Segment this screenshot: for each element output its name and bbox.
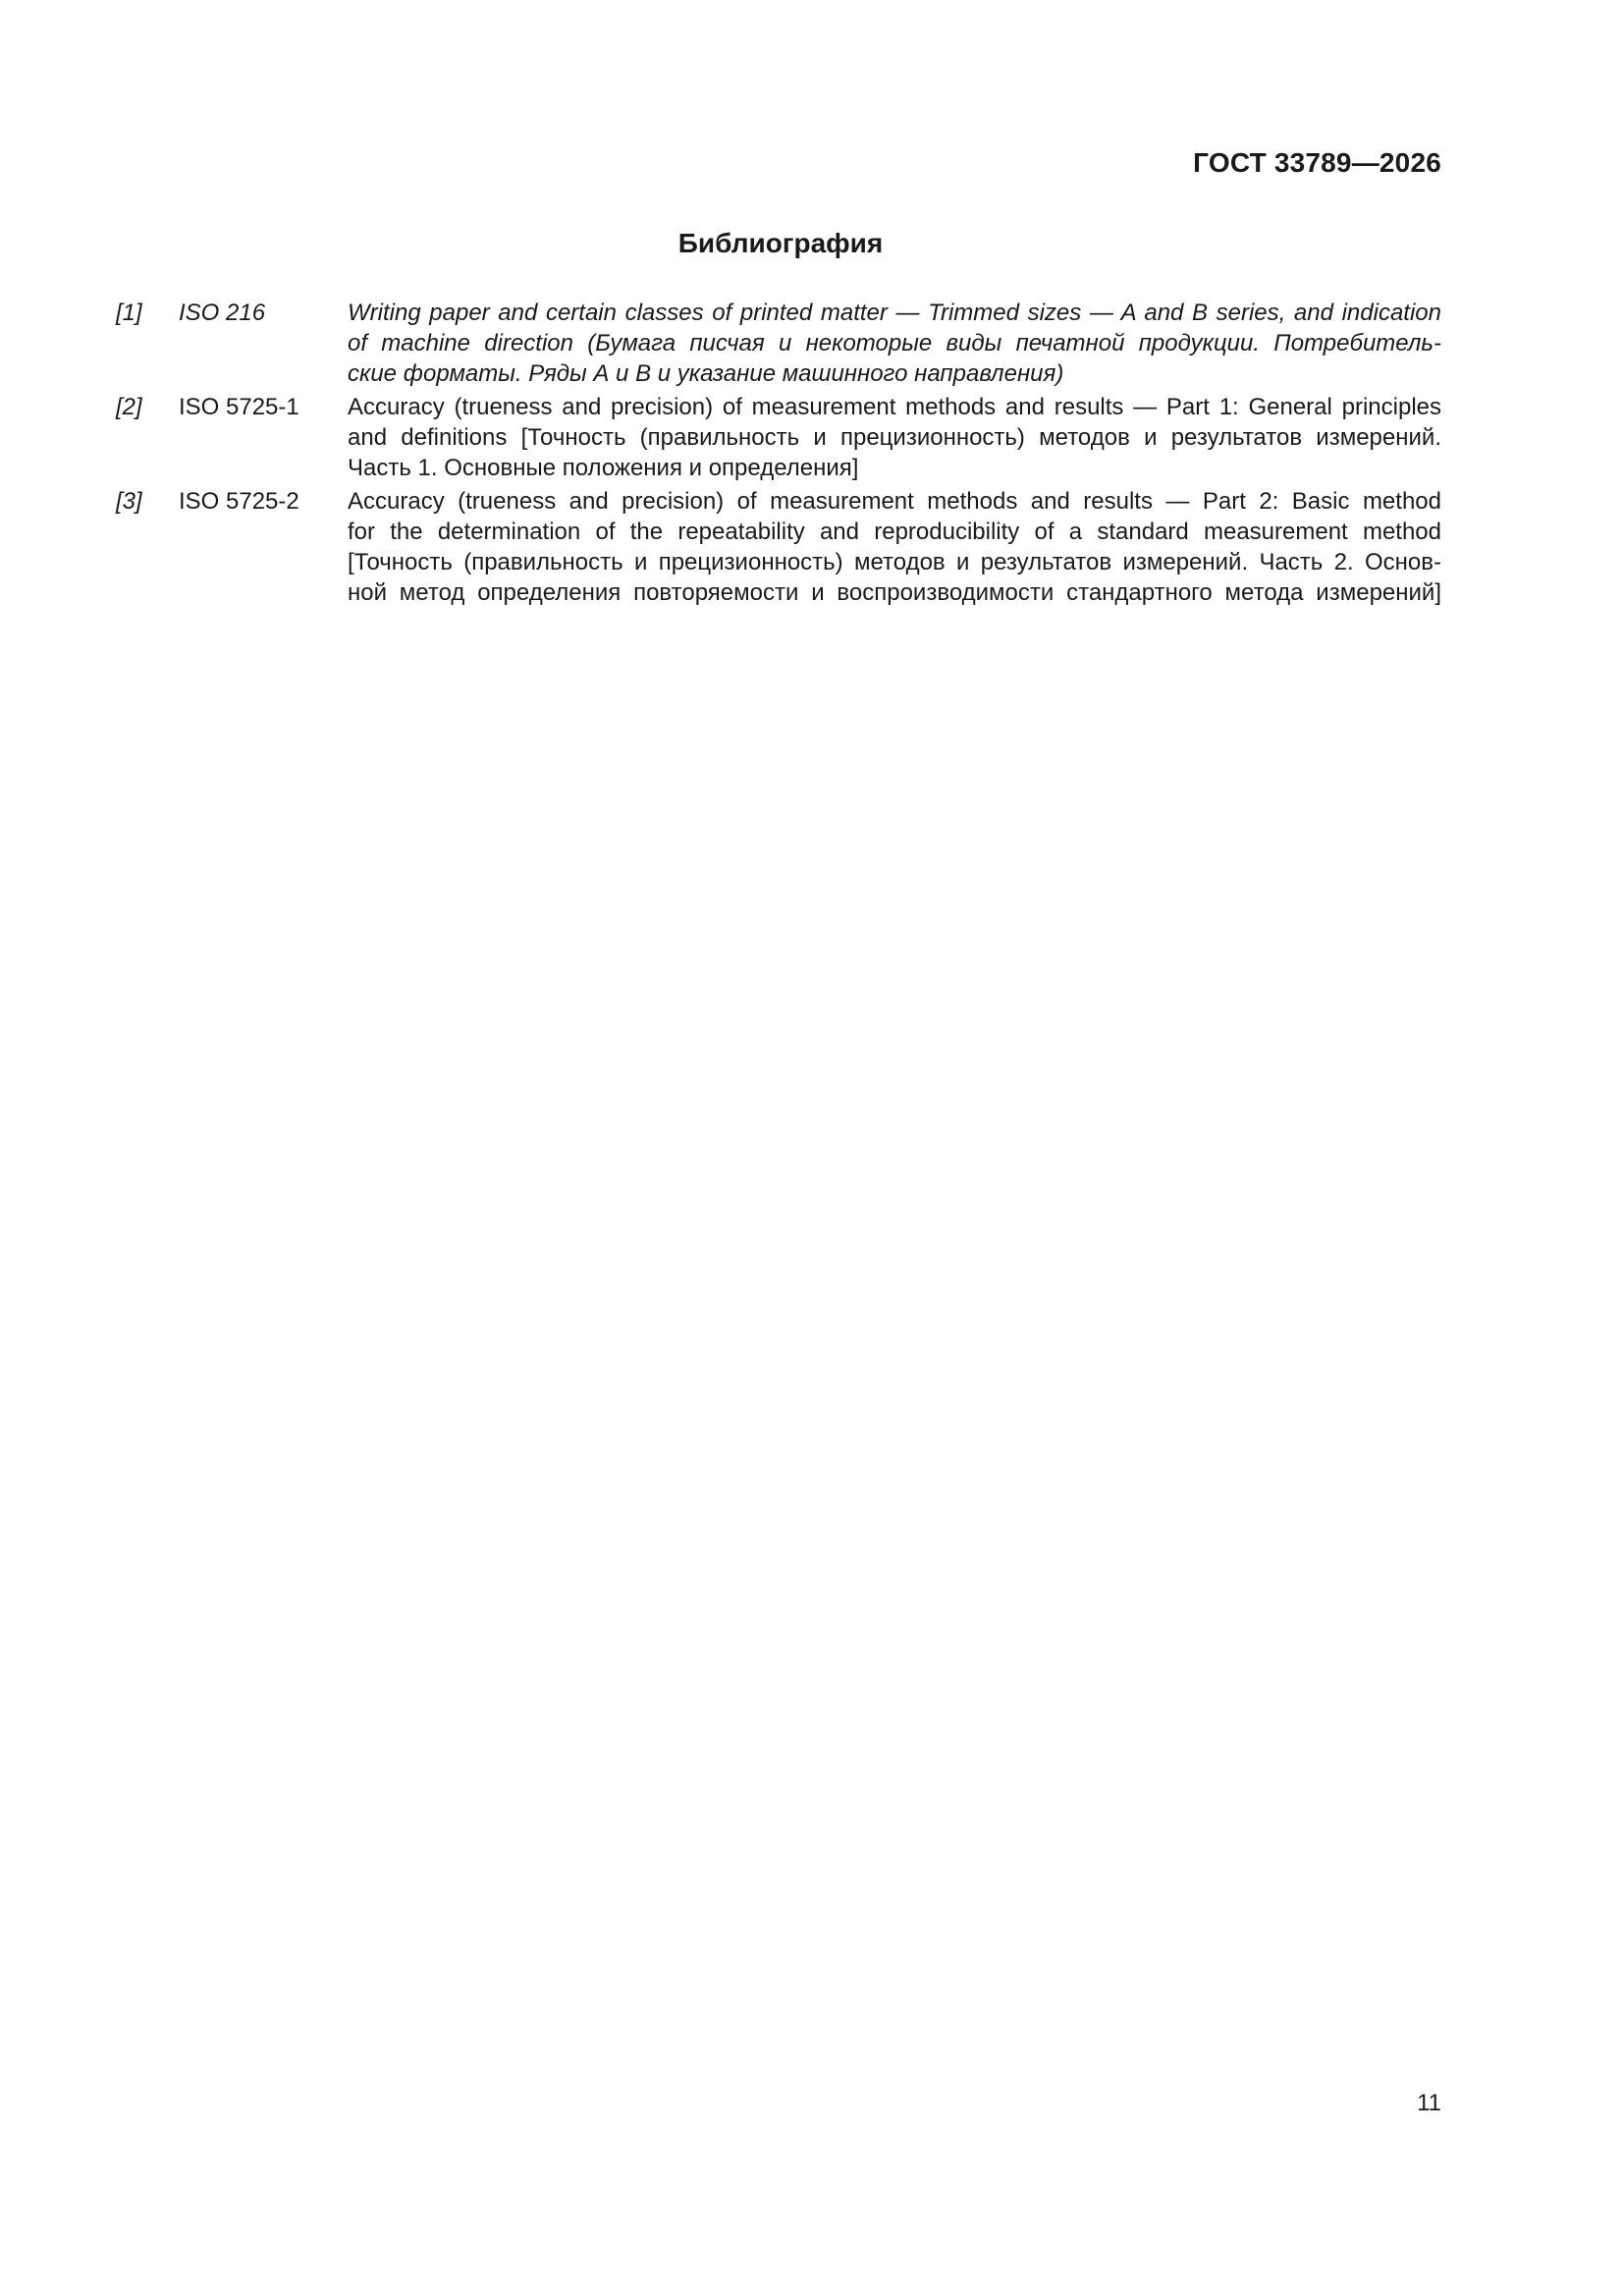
entry-line: for the determination of the repeatability and reproducibility of a standard measurement method (348, 519, 1441, 545)
bibliography-entry (116, 392, 1441, 483)
bibliography-entry (116, 298, 1441, 389)
bibliography-list (116, 298, 1441, 611)
entry-line: Часть 1. Основные положения и определения] (348, 455, 859, 481)
entry-line: Accuracy (trueness and precision) of measurement methods and results — Part 1: General principles (348, 394, 1441, 420)
entry-standard-code: ISO 5725-1 (179, 394, 299, 420)
entry-line: of machine direction (Бумага писчая и некоторые виды печатной продукции. Потребитель- (348, 330, 1441, 356)
page-number: 11 (1417, 2090, 1441, 2116)
entry-description (348, 486, 1441, 608)
entry-number: [1] (116, 300, 142, 326)
entry-number: [3] (116, 488, 142, 515)
document-standard-code: ГОСТ 33789—2026 (1193, 147, 1441, 178)
entry-line: ной метод определения повторяемости и воспроизводимости стандартного метода измерений] (348, 579, 1441, 606)
entry-standard-code: ISO 5725-2 (179, 488, 299, 515)
entry-standard-code: ISO 216 (179, 300, 266, 326)
entry-line: and definitions [Точность (правильность и прецизионность) методов и результатов измерений. (348, 424, 1441, 451)
entry-line: Accuracy (trueness and precision) of measurement methods and results — Part 2: Basic method (348, 488, 1441, 515)
page-title: Библиография (677, 228, 884, 258)
entry-line: Writing paper and certain classes of printed matter — Trimmed sizes — A and B series, and indication (348, 300, 1441, 326)
bibliography-entry (116, 486, 1441, 608)
entry-line: ские форматы. Ряды А и В и указание машинного направления) (348, 360, 1064, 387)
entry-number: [2] (116, 394, 142, 420)
entry-description (348, 298, 1441, 389)
entry-description (348, 392, 1441, 483)
entry-line: [Точность (правильность и прецизионность) методов и результатов измерений. Часть 2. Основ- (348, 549, 1441, 575)
